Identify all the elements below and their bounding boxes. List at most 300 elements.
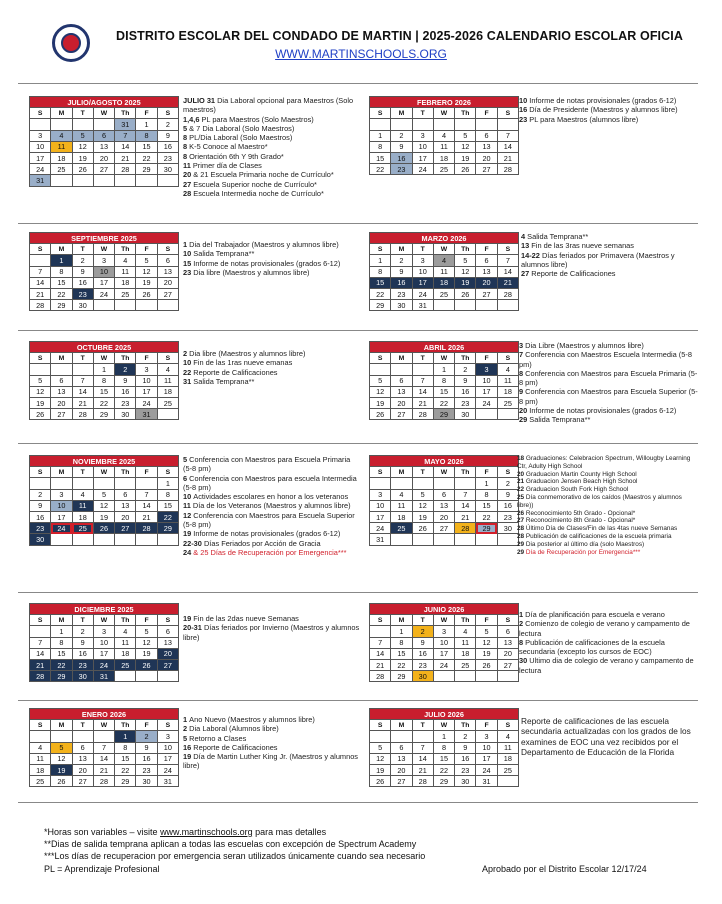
day-cell: 17 — [433, 648, 454, 659]
day-cell: 30 — [391, 300, 412, 311]
day-cell: 20 — [93, 152, 114, 163]
day-cell: 13 — [391, 753, 412, 764]
day-cell: 28 — [30, 671, 51, 682]
day-cell: 14 — [412, 386, 433, 397]
day-cell — [157, 409, 178, 420]
day-cell: 11 — [433, 266, 454, 277]
weekday-header: T — [412, 720, 433, 731]
day-cell — [157, 671, 178, 682]
day-cell: 23 — [497, 511, 518, 522]
weekday-header: M — [51, 615, 72, 626]
day-cell: 20 — [476, 152, 497, 163]
day-cell: 9 — [72, 637, 93, 648]
day-cell: 30 — [136, 776, 157, 787]
day-cell: 19 — [136, 277, 157, 288]
day-cell: 17 — [136, 386, 157, 397]
weekday-header: F — [476, 108, 497, 119]
note-line: 25 Día conmemorativo de los caídos (Maestros y alumnos libre)) — [517, 493, 682, 509]
day-cell: 30 — [412, 671, 433, 682]
day-cell: 26 — [72, 164, 93, 175]
day-cell: 18 — [433, 152, 454, 163]
day-cell: 26 — [412, 523, 433, 534]
day-cell: 10 — [412, 266, 433, 277]
note-line: 5 Conferencia con Maestros para Escuela Primaria (5-8 pm) — [183, 455, 351, 474]
divider — [18, 83, 698, 84]
day-cell: 11 — [115, 637, 136, 648]
weekday-header: M — [391, 720, 412, 731]
weekday-header: W — [433, 353, 454, 364]
day-cell: 5 — [370, 742, 391, 753]
day-cell: 30 — [455, 409, 476, 420]
day-cell: 13 — [157, 637, 178, 648]
weekday-header: F — [476, 615, 497, 626]
day-cell — [497, 300, 518, 311]
month-header: JULIO/AGOSTO 2025 — [30, 97, 179, 108]
day-cell: 13 — [72, 753, 93, 764]
day-cell: 20 — [476, 277, 497, 288]
notes-diciembre — [183, 614, 361, 642]
day-cell: 4 — [497, 731, 518, 742]
day-cell: 13 — [497, 637, 518, 648]
day-cell: 28 — [136, 523, 157, 534]
day-cell: 9 — [455, 375, 476, 386]
month-header: JUNIO 2026 — [370, 604, 519, 615]
day-cell: 15 — [136, 141, 157, 152]
weekday-header: W — [93, 467, 114, 478]
day-cell: 17 — [412, 277, 433, 288]
note-line: 10 Informe de notas provisionales (grados 6-12) — [519, 96, 677, 105]
day-cell: 15 — [433, 753, 454, 764]
day-cell: 1 — [136, 119, 157, 130]
day-cell: 12 — [136, 637, 157, 648]
day-cell: 18 — [30, 764, 51, 775]
month-header: SEPTIEMBRE 2025 — [30, 233, 179, 244]
weekday-header: M — [391, 108, 412, 119]
day-cell — [497, 534, 518, 545]
day-cell: 6 — [433, 489, 454, 500]
divider — [18, 443, 698, 444]
day-cell: 22 — [115, 764, 136, 775]
day-cell — [370, 119, 391, 130]
day-cell: 8 — [115, 742, 136, 753]
day-cell: 9 — [391, 266, 412, 277]
day-cell: 9 — [497, 489, 518, 500]
day-cell: 21 — [30, 288, 51, 299]
note-line: 16 Reporte de Calificaciones — [183, 742, 278, 752]
day-cell — [476, 671, 497, 682]
notes-marzo — [521, 232, 699, 278]
weekday-header: W — [93, 108, 114, 119]
note-line: 6 Conferencia con Maestros para escuela Intermedia (5-8 pm) — [183, 473, 357, 492]
weekday-header: M — [391, 467, 412, 478]
weekday-header: S — [370, 353, 391, 364]
day-cell — [136, 534, 157, 545]
note-line: 27 Reconocimiento 8th Grado - Opcional* — [517, 517, 636, 525]
day-cell: 2 — [30, 489, 51, 500]
day-cell: 29 — [370, 300, 391, 311]
day-cell: 23 — [391, 164, 412, 175]
weekday-header: Th — [115, 615, 136, 626]
day-cell: 28 — [497, 288, 518, 299]
day-cell: 1 — [370, 130, 391, 141]
month-header: FEBRERO 2026 — [370, 97, 519, 108]
day-cell: 23 — [30, 523, 51, 534]
day-cell — [455, 478, 476, 489]
day-cell: 16 — [72, 648, 93, 659]
weekday-header: S — [497, 353, 518, 364]
day-cell: 20 — [391, 397, 412, 408]
day-cell — [433, 671, 454, 682]
weekday-header: Th — [455, 353, 476, 364]
weekday-header: Th — [115, 244, 136, 255]
day-cell: 22 — [433, 764, 454, 775]
day-cell: 24 — [412, 288, 433, 299]
weekday-header: T — [72, 720, 93, 731]
day-cell: 29 — [391, 671, 412, 682]
day-cell: 27 — [476, 164, 497, 175]
day-cell: 28 — [412, 409, 433, 420]
day-cell: 7 — [497, 130, 518, 141]
notes-octubre — [183, 349, 361, 386]
weekday-header: T — [72, 467, 93, 478]
note-line: 20 & 21 Escuela Primaria noche de Currículo* — [183, 170, 334, 180]
notes-noviembre — [183, 455, 361, 557]
note-line: 28 Publicación de calificaciones de la escuela primaria — [517, 532, 672, 540]
day-cell: 23 — [391, 288, 412, 299]
note-line: JULIO 31 Dia Laboral opcional para Maestros (Solo maestros) — [183, 96, 354, 115]
note-line: 19 Informe de notas provisionales (grados 6-12) — [183, 529, 341, 539]
weekday-header: S — [497, 720, 518, 731]
day-cell — [115, 478, 136, 489]
day-cell: 31 — [370, 534, 391, 545]
day-cell: 27 — [72, 776, 93, 787]
weekday-header: Th — [455, 467, 476, 478]
day-cell — [476, 119, 497, 130]
day-cell — [51, 175, 72, 186]
day-cell: 16 — [157, 141, 178, 152]
day-cell: 20 — [391, 764, 412, 775]
day-cell: 16 — [455, 386, 476, 397]
day-cell — [391, 478, 412, 489]
note-line: 14-22 Días feriados por Primavera (Maestros y alumnos libre) — [521, 250, 675, 269]
footer-line-pl: PL = Aprendizaje Profesional — [44, 864, 160, 874]
day-cell: 30 — [72, 300, 93, 311]
day-cell: 6 — [497, 626, 518, 637]
day-cell: 13 — [476, 141, 497, 152]
day-cell: 4 — [72, 489, 93, 500]
note-line: 16 Día de Presidente (Maestros y alumnos libre) — [519, 105, 678, 115]
day-cell: 12 — [136, 266, 157, 277]
day-cell: 24 — [157, 764, 178, 775]
weekday-header: Th — [455, 615, 476, 626]
weekday-header: T — [412, 244, 433, 255]
day-cell: 18 — [433, 277, 454, 288]
day-cell: 12 — [476, 637, 497, 648]
day-cell — [51, 731, 72, 742]
day-cell: 6 — [93, 130, 114, 141]
day-cell: 7 — [412, 742, 433, 753]
day-cell: 5 — [136, 626, 157, 637]
weekday-header: T — [412, 353, 433, 364]
day-cell: 1 — [115, 731, 136, 742]
day-cell: 27 — [157, 659, 178, 670]
note-line: 24 & 25 Días de Recuperación por Emergencia*** — [183, 547, 347, 557]
day-cell — [115, 300, 136, 311]
day-cell: 15 — [51, 648, 72, 659]
note-line: 10 Salida Temprana** — [183, 249, 255, 259]
day-cell: 26 — [455, 288, 476, 299]
note-line: 29 Día de Recuperación por Emergencia*** — [517, 548, 641, 556]
weekday-header: S — [370, 615, 391, 626]
day-cell — [157, 300, 178, 311]
day-cell: 18 — [115, 648, 136, 659]
day-cell: 20 — [497, 648, 518, 659]
month-header: DICIEMBRE 2025 — [30, 604, 179, 615]
note-line: 9 Conferencia con Maestros para Escuela Superior (5-8 pm) — [519, 387, 698, 406]
day-cell: 14 — [93, 753, 114, 764]
day-cell: 9 — [391, 141, 412, 152]
day-cell: 30 — [115, 409, 136, 420]
note-line: 27 Reporte de Calificaciones — [521, 269, 616, 279]
weekday-header: F — [136, 720, 157, 731]
day-cell: 17 — [370, 511, 391, 522]
day-cell: 13 — [391, 386, 412, 397]
weekday-header: W — [93, 353, 114, 364]
day-cell — [30, 731, 51, 742]
day-cell: 15 — [476, 500, 497, 511]
day-cell: 10 — [476, 375, 497, 386]
day-cell — [412, 119, 433, 130]
day-cell: 11 — [433, 141, 454, 152]
calendar-octubre-2025 — [29, 341, 179, 420]
day-cell: 16 — [30, 511, 51, 522]
note-line: 7 Conferencia con Maestros Escuela Intermedia (5-8 pm) — [519, 350, 692, 369]
day-cell: 19 — [455, 152, 476, 163]
day-cell: 17 — [30, 152, 51, 163]
day-cell: 28 — [412, 776, 433, 787]
day-cell: 28 — [455, 523, 476, 534]
weekday-header: F — [136, 108, 157, 119]
day-cell — [51, 478, 72, 489]
day-cell: 30 — [30, 534, 51, 545]
day-cell — [30, 119, 51, 130]
day-cell: 5 — [136, 255, 157, 266]
note-line: 30 Ultimo dia de colegio de verano y campamento de lectura — [519, 656, 694, 675]
day-cell: 4 — [115, 255, 136, 266]
note-line: 22 Graduacion South Fork High School — [517, 486, 629, 494]
day-cell: 6 — [391, 742, 412, 753]
day-cell: 18 — [497, 753, 518, 764]
day-cell: 3 — [157, 731, 178, 742]
day-cell: 12 — [30, 386, 51, 397]
note-line: 10 Fin de las 1ras nueve emanas — [183, 358, 293, 368]
weekday-header: S — [497, 108, 518, 119]
day-cell: 16 — [497, 500, 518, 511]
day-cell: 18 — [115, 277, 136, 288]
day-cell — [51, 119, 72, 130]
day-cell: 3 — [476, 364, 497, 375]
day-cell: 23 — [412, 659, 433, 670]
day-cell: 19 — [455, 277, 476, 288]
day-cell: 19 — [476, 648, 497, 659]
day-cell: 19 — [370, 397, 391, 408]
day-cell: 25 — [30, 776, 51, 787]
day-cell: 16 — [412, 648, 433, 659]
day-cell — [72, 731, 93, 742]
day-cell: 24 — [93, 288, 114, 299]
day-cell — [412, 478, 433, 489]
day-cell: 8 — [391, 637, 412, 648]
weekday-header: S — [30, 353, 51, 364]
day-cell: 21 — [136, 511, 157, 522]
day-cell — [93, 534, 114, 545]
day-cell: 9 — [412, 637, 433, 648]
day-cell: 12 — [455, 266, 476, 277]
day-cell: 19 — [72, 152, 93, 163]
day-cell: 5 — [476, 626, 497, 637]
day-cell: 8 — [370, 266, 391, 277]
weekday-header: S — [157, 720, 178, 731]
weekday-header: M — [391, 353, 412, 364]
divider — [18, 802, 698, 803]
weekday-header: M — [391, 244, 412, 255]
weekday-header: S — [157, 467, 178, 478]
notes-julio-2026: Reporte de calificaciones de las escuela secundaria actualizadas con los grados de los examines de EOC una vez recibidos por el Departamento de Educación de la Florida — [521, 716, 691, 758]
note-line: 12 Conferencia con Maestros para Escuela Superior (5-8 pm) — [183, 510, 355, 530]
day-cell: 2 — [497, 478, 518, 489]
day-cell: 13 — [433, 500, 454, 511]
day-cell: 9 — [72, 266, 93, 277]
day-cell: 6 — [72, 742, 93, 753]
day-cell: 1 — [51, 626, 72, 637]
day-cell — [157, 175, 178, 186]
day-cell: 15 — [370, 152, 391, 163]
day-cell: 26 — [370, 409, 391, 420]
weekday-header: Th — [115, 108, 136, 119]
day-cell: 23 — [157, 152, 178, 163]
district-website-link[interactable]: WWW.MARTINSCHOOLS.ORG — [275, 47, 447, 61]
day-cell: 26 — [51, 776, 72, 787]
day-cell: 17 — [51, 511, 72, 522]
weekday-header: Th — [115, 467, 136, 478]
day-cell: 8 — [136, 130, 157, 141]
day-cell: 9 — [455, 742, 476, 753]
day-cell: 15 — [51, 277, 72, 288]
day-cell: 11 — [455, 637, 476, 648]
note-line: 4 Salida Temprana** — [521, 232, 589, 241]
day-cell: 26 — [136, 659, 157, 670]
day-cell: 6 — [476, 130, 497, 141]
notes-junio — [519, 610, 699, 675]
approval-date: Aprobado por el Distrito Escolar 12/17/24 — [482, 864, 647, 874]
day-cell: 14 — [30, 277, 51, 288]
day-cell: 5 — [72, 130, 93, 141]
month-header: MARZO 2026 — [370, 233, 519, 244]
note-line: 8 Publicación de calificaciones de la escuela secundaria (excepto los cursos de EOC) — [519, 637, 665, 657]
note-line: 1 Día de planificación para escuela e verano — [519, 610, 665, 619]
day-cell: 21 — [370, 659, 391, 670]
day-cell: 7 — [412, 375, 433, 386]
day-cell: 24 — [51, 523, 72, 534]
day-cell — [93, 731, 114, 742]
note-line: 26 Reconocimiento 5th Grado - Opcional* — [517, 509, 636, 517]
note-line: 10 Actividades escolares en honor a los veteranos — [183, 492, 349, 502]
day-cell: 14 — [72, 386, 93, 397]
footer-website-link[interactable]: www.martinschools.org — [160, 827, 253, 837]
weekday-header: W — [93, 244, 114, 255]
day-cell — [497, 776, 518, 787]
day-cell: 8 — [370, 141, 391, 152]
weekday-header: M — [51, 108, 72, 119]
day-cell: 3 — [93, 255, 114, 266]
day-cell: 9 — [30, 500, 51, 511]
day-cell: 8 — [157, 489, 178, 500]
day-cell: 11 — [157, 375, 178, 386]
footer-line-early-release: **Dias de salida temprana aplican a todas las escuelas con excepción de Spectrum Academy — [44, 839, 417, 849]
day-cell: 16 — [72, 277, 93, 288]
note-line: 22-30 Días Feriados por Acción de Gracia — [183, 538, 321, 548]
weekday-header: S — [30, 615, 51, 626]
day-cell — [433, 119, 454, 130]
day-cell: 16 — [115, 386, 136, 397]
day-cell — [370, 478, 391, 489]
day-cell: 12 — [51, 753, 72, 764]
day-cell: 15 — [433, 386, 454, 397]
day-cell: 15 — [93, 386, 114, 397]
day-cell: 15 — [370, 277, 391, 288]
day-cell: 22 — [93, 397, 114, 408]
day-cell — [455, 119, 476, 130]
day-cell: 9 — [136, 742, 157, 753]
weekday-header: T — [72, 108, 93, 119]
day-cell: 25 — [157, 397, 178, 408]
calendar-enero-2026 — [29, 708, 179, 787]
calendar-junio-2026 — [369, 603, 519, 682]
day-cell: 17 — [157, 753, 178, 764]
day-cell: 19 — [412, 511, 433, 522]
day-cell: 31 — [136, 409, 157, 420]
day-cell: 10 — [433, 637, 454, 648]
day-cell: 15 — [157, 500, 178, 511]
day-cell: 27 — [497, 659, 518, 670]
day-cell: 23 — [72, 659, 93, 670]
day-cell: 28 — [93, 776, 114, 787]
day-cell: 31 — [412, 300, 433, 311]
day-cell: 5 — [455, 255, 476, 266]
note-line: 20-31 Días feriados por Invierno (Maestros y alumnos libre) — [183, 623, 360, 642]
day-cell: 16 — [455, 753, 476, 764]
weekday-header: Th — [455, 720, 476, 731]
day-cell: 14 — [497, 141, 518, 152]
day-cell: 23 — [455, 397, 476, 408]
weekday-header: Th — [115, 353, 136, 364]
day-cell: 30 — [72, 671, 93, 682]
weekday-header: S — [370, 720, 391, 731]
month-header: MAYO 2026 — [370, 456, 519, 467]
day-cell — [136, 671, 157, 682]
day-cell — [30, 478, 51, 489]
divider — [18, 330, 698, 331]
notes-febrero — [519, 96, 699, 124]
weekday-header: T — [72, 244, 93, 255]
day-cell: 6 — [476, 255, 497, 266]
day-cell: 29 — [115, 776, 136, 787]
day-cell: 9 — [157, 130, 178, 141]
day-cell: 21 — [455, 511, 476, 522]
day-cell — [136, 175, 157, 186]
day-cell — [497, 409, 518, 420]
day-cell: 29 — [93, 409, 114, 420]
